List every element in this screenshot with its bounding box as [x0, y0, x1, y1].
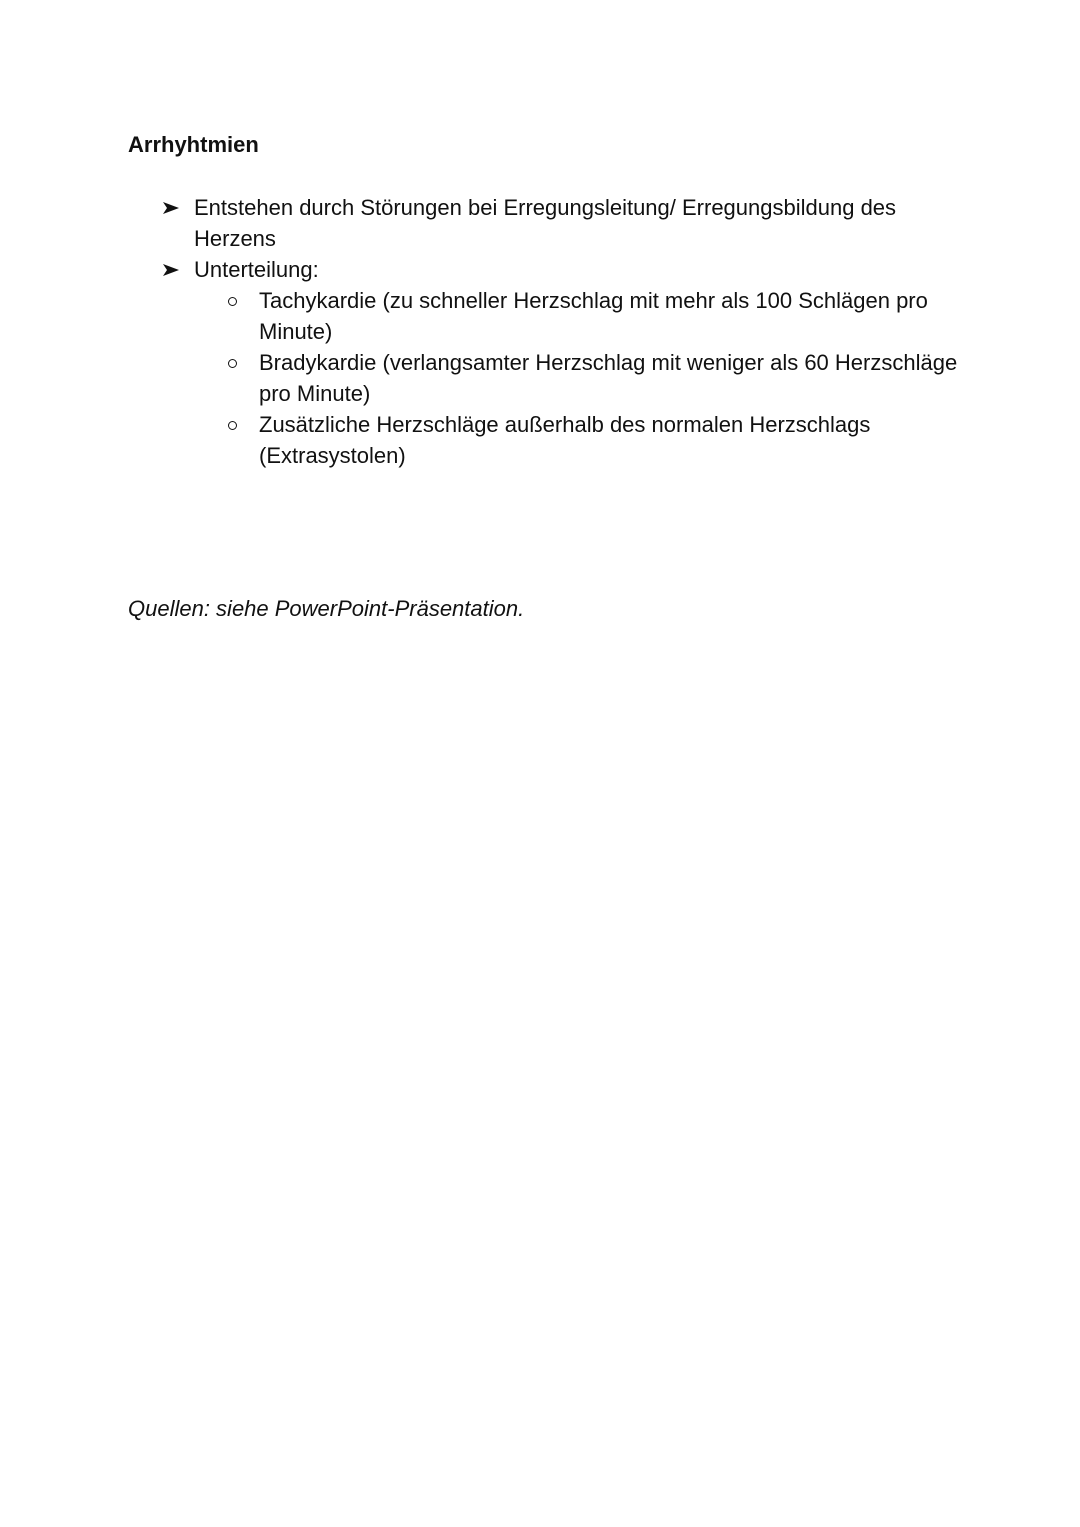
sub-bullet-item [225, 285, 960, 347]
sub-bullet-text: Zusätzliche Herzschläge außerhalb des normalen Herzschlags (Extrasystolen) [259, 412, 871, 468]
sub-bullet-item [225, 409, 960, 471]
arrow-bullet-icon [162, 263, 180, 277]
sources-note: Quellen: siehe PowerPoint-Präsentation. [128, 596, 525, 621]
sub-bullet-text: Tachykardie (zu schneller Herzschlag mit mehr als 100 Schlägen pro Minute) [259, 288, 928, 344]
sub-bullet-text: Bradykardie (verlangsamter Herzschlag mit weniger als 60 Herzschläge pro Minute) [259, 350, 958, 406]
circle-bullet-icon [228, 421, 237, 430]
circle-bullet-icon [228, 359, 237, 368]
bullet-text: Unterteilung: [194, 257, 319, 282]
arrow-bullet-icon [162, 201, 180, 215]
bullet-item [160, 254, 960, 471]
sub-bullet-item [225, 347, 960, 409]
bullet-item [160, 192, 960, 254]
bullet-text: Entstehen durch Störungen bei Erregungsleitung/ Erregungsbildung des Herzens [194, 195, 897, 251]
circle-bullet-icon [228, 297, 237, 306]
sub-bullet-list [160, 285, 960, 471]
page-title: Arrhyhtmien [128, 132, 259, 157]
bullet-list [160, 192, 960, 471]
